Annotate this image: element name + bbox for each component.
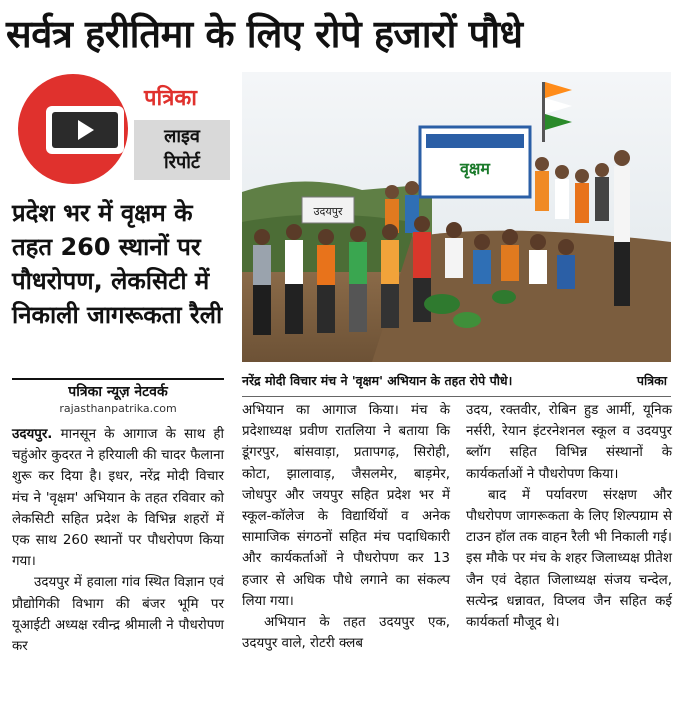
photo-credit: पत्रिका: [636, 373, 667, 388]
caption-text: नरेंद्र मोदी विचार मंच ने 'वृक्षम' अभियान के तहत रोपे पौधे।: [242, 373, 513, 388]
plantation-photo-illustration: [242, 72, 671, 362]
paragraph: बाद में पर्यावरण संरक्षण और पौधरोपण जागरूकता के लिए शिल्पग्राम से टाउन हॉल तक वाहन रैली भी निकाली गई। इस मौके पर मंच के शहर जिलाध्यक्ष प्रीतेश जैन एवं देहात जिलाध्यक्ष संजय चन्देल, सत्येन्द्र धन्नावत, विप्लव जैन सहित कई कार्यकर्ता मौजूद थे।: [466, 487, 672, 631]
paragraph: अभियान का आगाज किया। मंच के प्रदेशाध्यक्ष प्रवीण रातलिया ने बताया कि डूंगरपुर, बांसवाड़ा, प्रतापगढ़, सिरोही, कोटा, झालावाड़, जैसलमेर, बाड़मेर, जोधपुर और जयपुर सहित प्रदेश भर में स्कूल-कॉलेज के विद्यार्थियों व अनेक सामाजिक संगठनों सहित मंच पदाधिकारी और कार्यकर्ताओं ने पौधरोपण कर 13 हजार से अधिक पौधे लगाने का संकल्प लिया गया।: [242, 403, 450, 609]
brand-name: पत्रिका: [144, 86, 197, 111]
photo-caption: [242, 366, 671, 397]
subheadline: प्रदेश भर में वृक्षम के तहत 260 स्थानों पर पौधरोपण, लेकसिटी में निकाली जागरूकता रैली: [12, 199, 223, 329]
article-column-1: [12, 424, 224, 657]
live-report-tag: [134, 120, 230, 180]
news-photo: [242, 72, 671, 362]
logo-circle: [18, 74, 128, 184]
report-label: रिपोर्ट: [164, 152, 200, 173]
live-label: लाइव: [164, 126, 200, 147]
live-report-logo[interactable]: [4, 72, 234, 190]
paragraph: [12, 424, 224, 572]
play-screen: [52, 112, 118, 148]
paragraph: उदयपुर में हवाला गांव स्थित विज्ञान एवं प्रौद्योगिकी विभाग की बंजर भूमि पर यूआईटी अध्यक्ष रवीन्द्र श्रीमाली ने पौधरोपण कर: [12, 575, 224, 655]
dateline: उदयपुर.: [12, 427, 53, 442]
headline: सर्वत्र हरीतिमा के लिए रोपे हजारों पौधे: [6, 12, 523, 56]
website: rajasthanpatrika.com: [59, 402, 177, 415]
play-icon[interactable]: [46, 106, 124, 154]
byline: पत्रिका न्यूज़ नेटवर्क: [12, 378, 224, 401]
play-triangle: [78, 120, 94, 140]
paragraph: उदय, रक्तवीर, रोबिन हुड आर्मी, यूनिक नर्सरी, रेयान इंटरनेशनल स्कूल व उदयपुर ब्लॉग सहित विभिन्न संस्थानों के कार्यकर्ताओं ने पौधरोपण किया।: [466, 403, 672, 482]
article-column-3: [466, 400, 672, 633]
article-column-2: [242, 400, 450, 654]
sign-text: उदयपुर: [313, 205, 343, 218]
paragraph: अभियान के तहत उदयपुर एक, उदयपुर वाले, रोटरी क्लब: [242, 615, 450, 652]
banner-text: वृक्षम: [460, 159, 490, 178]
paragraph-text: मानसून के आगाज के साथ ही चहुंओर कुदरत ने हरियाली की चादर फैलाना शुरू कर दिया है। इधर, नरेंद्र मोदी विचार मंच ने 'वृक्षम' अभियान के तहत रविवार को लेकसिटी सहित प्रदेश के विभिन्न शहरों में एक साथ 260 स्थानों पर पौधरोपण किया गया।: [12, 427, 224, 570]
